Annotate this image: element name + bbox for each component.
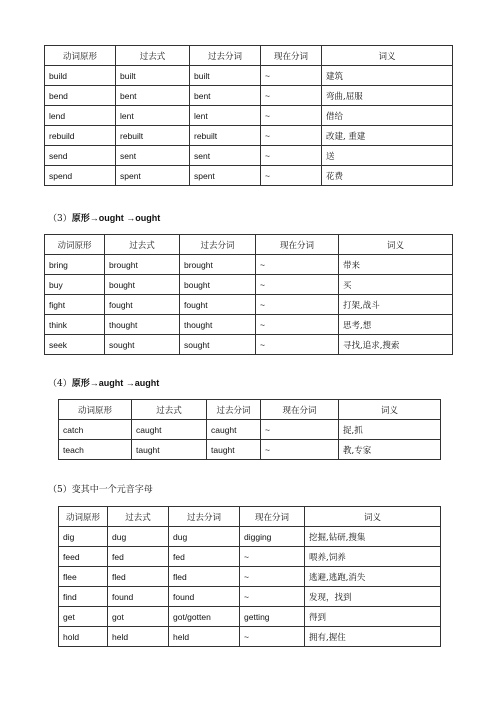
cell-meaning: 买 [339,275,453,295]
cell-pp: held [169,627,240,647]
cell-base: catch [59,420,132,440]
cell-past: found [108,587,169,607]
table-header-row [59,507,441,527]
section-title: 变其中一个元音字母 [71,485,153,495]
table-row [45,86,453,106]
cell-past: built [116,66,190,86]
table-header-row [45,46,453,66]
header-base-form: 动词原形 [45,235,105,255]
table-header-row [45,235,453,255]
cell-past: spent [116,166,190,186]
cell-pp: sent [190,146,261,166]
verb-table-4 [58,506,441,647]
cell-meaning: 得到 [305,607,441,627]
cell-pp: dug [169,527,240,547]
cell-pp: fed [169,547,240,567]
cell-pp: bought [180,275,256,295]
verb-table-1 [44,45,453,186]
cell-base: teach [59,440,132,460]
cell-base: seek [45,335,105,355]
cell-base: bring [45,255,105,275]
cell-base: find [59,587,108,607]
header-past-participle: 过去分词 [169,507,240,527]
cell-past: sent [116,146,190,166]
cell-pp: got/gotten [169,607,240,627]
table-header-row [59,400,441,420]
header-past-participle: 过去分词 [190,46,261,66]
section-heading-4 [48,376,159,389]
cell-meaning: 逃避,逃跑,消失 [305,567,441,587]
cell-ing: ~ [240,547,305,567]
cell-meaning: 喂养,饲养 [305,547,441,567]
cell-past: thought [105,315,180,335]
table-row [59,420,441,440]
cell-base: flee [59,567,108,587]
header-present-participle: 现在分词 [261,46,322,66]
header-meaning: 词义 [322,46,453,66]
table-row [45,295,453,315]
table-row [45,146,453,166]
table-row [59,627,441,647]
header-past-participle: 过去分词 [180,235,256,255]
header-base-form: 动词原形 [59,507,108,527]
cell-ing: ~ [256,295,339,315]
cell-pp: rebuilt [190,126,261,146]
cell-ing: ~ [261,166,322,186]
table-row [45,335,453,355]
table-row [45,106,453,126]
cell-meaning: 借给 [322,106,453,126]
cell-meaning: 建筑 [322,66,453,86]
table-row [45,66,453,86]
cell-past: caught [132,420,207,440]
header-meaning: 词义 [339,235,453,255]
cell-pp: brought [180,255,256,275]
cell-meaning: 寻找,追求,搜索 [339,335,453,355]
cell-base: get [59,607,108,627]
cell-ing: ~ [256,315,339,335]
cell-past: dug [108,527,169,547]
cell-past: lent [116,106,190,126]
cell-base: send [45,146,116,166]
section-title: 原形→ought →ought [71,213,161,223]
cell-pp: bent [190,86,261,106]
cell-ing: getting [240,607,305,627]
header-meaning: 词义 [339,400,441,420]
cell-base: fight [45,295,105,315]
cell-ing: ~ [261,66,322,86]
section-heading-3 [48,211,160,224]
cell-pp: caught [207,420,261,440]
section-heading-5 [48,482,153,495]
cell-pp: fought [180,295,256,315]
header-base-form: 动词原形 [45,46,116,66]
cell-past: rebuilt [116,126,190,146]
cell-meaning: 送 [322,146,453,166]
cell-base: rebuild [45,126,116,146]
table-row [45,126,453,146]
cell-ing: ~ [240,567,305,587]
cell-past: taught [132,440,207,460]
cell-ing: ~ [261,126,322,146]
table-row [59,440,441,460]
cell-past: got [108,607,169,627]
cell-meaning: 挖掘,钻研,搜集 [305,527,441,547]
cell-base: bend [45,86,116,106]
header-present-participle: 现在分词 [261,400,339,420]
cell-ing: ~ [240,627,305,647]
cell-meaning: 带来 [339,255,453,275]
cell-ing: digging [240,527,305,547]
cell-base: dig [59,527,108,547]
cell-ing: ~ [261,86,322,106]
cell-ing: ~ [261,420,339,440]
cell-pp: built [190,66,261,86]
section-title: 原形→aught →aught [71,378,160,388]
cell-pp: sought [180,335,256,355]
table-row [45,255,453,275]
header-past-tense: 过去式 [132,400,207,420]
header-meaning: 词义 [305,507,441,527]
cell-meaning: 打架,战斗 [339,295,453,315]
cell-pp: spent [190,166,261,186]
table-row [59,587,441,607]
cell-meaning: 发现，找到 [305,587,441,607]
section-number: （4） [48,379,72,389]
cell-ing: ~ [240,587,305,607]
table-row [59,547,441,567]
cell-ing: ~ [256,335,339,355]
cell-past: brought [105,255,180,275]
cell-ing: ~ [261,440,339,460]
cell-meaning: 拥有,握住 [305,627,441,647]
cell-pp: fled [169,567,240,587]
table-row [59,607,441,627]
cell-ing: ~ [261,146,322,166]
header-base-form: 动词原形 [59,400,132,420]
verb-table-2 [44,234,453,355]
cell-past: fled [108,567,169,587]
cell-pp: taught [207,440,261,460]
verb-table-3 [58,399,441,460]
cell-meaning: 改建, 重建 [322,126,453,146]
cell-base: feed [59,547,108,567]
header-present-participle: 现在分词 [256,235,339,255]
cell-past: sought [105,335,180,355]
cell-base: lend [45,106,116,126]
section-number: （3） [48,214,72,224]
table-row [59,527,441,547]
table-row [45,166,453,186]
table-row [59,567,441,587]
cell-pp: thought [180,315,256,335]
table-row [45,275,453,295]
cell-base: buy [45,275,105,295]
cell-pp: lent [190,106,261,126]
cell-past: held [108,627,169,647]
cell-meaning: 教,专家 [339,440,441,460]
cell-past: bought [105,275,180,295]
header-past-tense: 过去式 [108,507,169,527]
cell-past: bent [116,86,190,106]
cell-base: hold [59,627,108,647]
header-past-tense: 过去式 [116,46,190,66]
cell-pp: found [169,587,240,607]
cell-meaning: 花费 [322,166,453,186]
cell-past: fought [105,295,180,315]
cell-past: fed [108,547,169,567]
cell-base: build [45,66,116,86]
cell-meaning: 思考,想 [339,315,453,335]
header-past-tense: 过去式 [105,235,180,255]
cell-base: spend [45,166,116,186]
cell-ing: ~ [256,275,339,295]
section-number: （5） [48,485,72,495]
table-row [45,315,453,335]
cell-meaning: 弯曲,屈服 [322,86,453,106]
cell-base: think [45,315,105,335]
header-present-participle: 现在分词 [240,507,305,527]
cell-meaning: 捉,抓 [339,420,441,440]
cell-ing: ~ [261,106,322,126]
header-past-participle: 过去分词 [207,400,261,420]
cell-ing: ~ [256,255,339,275]
